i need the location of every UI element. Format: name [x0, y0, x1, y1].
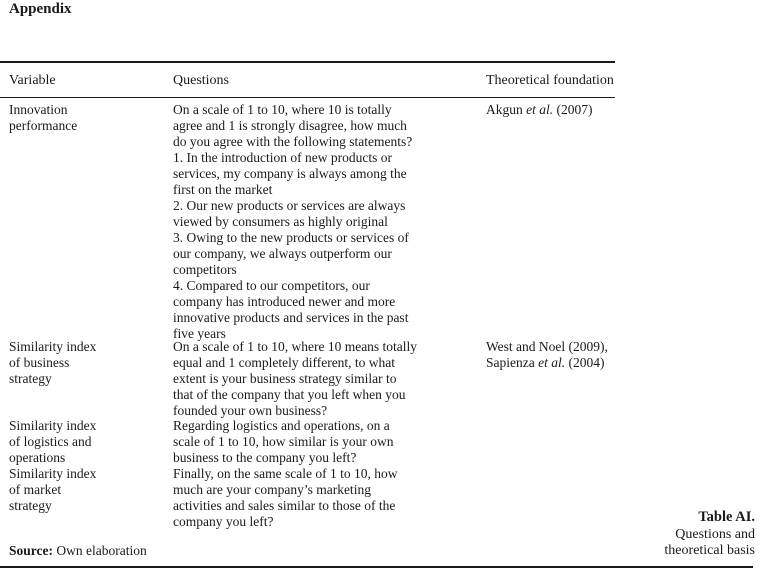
foundation-etal: et al.	[526, 102, 554, 117]
source-text: Own elaboration	[53, 543, 147, 558]
page-bottom-rule	[0, 566, 753, 568]
row-innovation-questions: On a scale of 1 to 10, where 10 is totally agree and 1 is strongly disagree, how much do you agree with the following statements? 1. In the introduction of new products or services, my company is always among the first on the market 2. Our new products or services are always viewed by consumers as highly original 3. Owing to the new products or services of our company, we always outperform our competitors 4. Compared to our competitors, our company has introduced newer and more innovative products and services in the past five years	[173, 102, 413, 341]
appendix-heading: Appendix	[9, 1, 72, 17]
row-market-strategy-questions: Finally, on the same scale of 1 to 10, how much are your company’s marketing activities and sales similar to those of the company you left?	[173, 466, 398, 529]
foundation-etal: et al.	[538, 355, 566, 370]
row-innovation-variable: Innovation performance	[9, 102, 78, 133]
foundation-year: (2004)	[565, 355, 605, 370]
table-caption-line2: theoretical basis	[664, 543, 755, 558]
row-business-strategy-questions: On a scale of 1 to 10, where 10 means totally equal and 1 completely different, to what extent is your business strategy similar to that of the company that you left when you founded your own business?	[173, 339, 418, 418]
foundation-year: (2007)	[553, 102, 593, 117]
table-caption-title: Table AI.	[698, 509, 755, 525]
source-label: Source:	[9, 543, 53, 558]
column-header-questions: Questions	[173, 73, 229, 88]
row-business-strategy-foundation	[486, 339, 626, 371]
table-header-rule	[0, 97, 615, 98]
table-top-rule	[0, 61, 615, 63]
table-caption-line1: Questions and	[675, 527, 755, 542]
foundation-line: West and Noel (2009),	[486, 339, 608, 354]
row-logistics-variable: Similarity index of logistics and operations	[9, 418, 97, 465]
column-header-foundation: Theoretical foundation	[486, 73, 614, 88]
foundation-author: Sapienza	[486, 355, 539, 370]
row-market-strategy-variable: Similarity index of market strategy	[9, 466, 97, 513]
row-innovation-foundation	[486, 102, 626, 118]
column-header-variable: Variable	[9, 73, 56, 88]
row-business-strategy-variable: Similarity index of business strategy	[9, 339, 97, 386]
source-note	[9, 543, 147, 559]
foundation-author: Akgun	[486, 102, 527, 117]
row-logistics-questions: Regarding logistics and operations, on a scale of 1 to 10, how similar is your own business to the company you left?	[173, 418, 394, 465]
